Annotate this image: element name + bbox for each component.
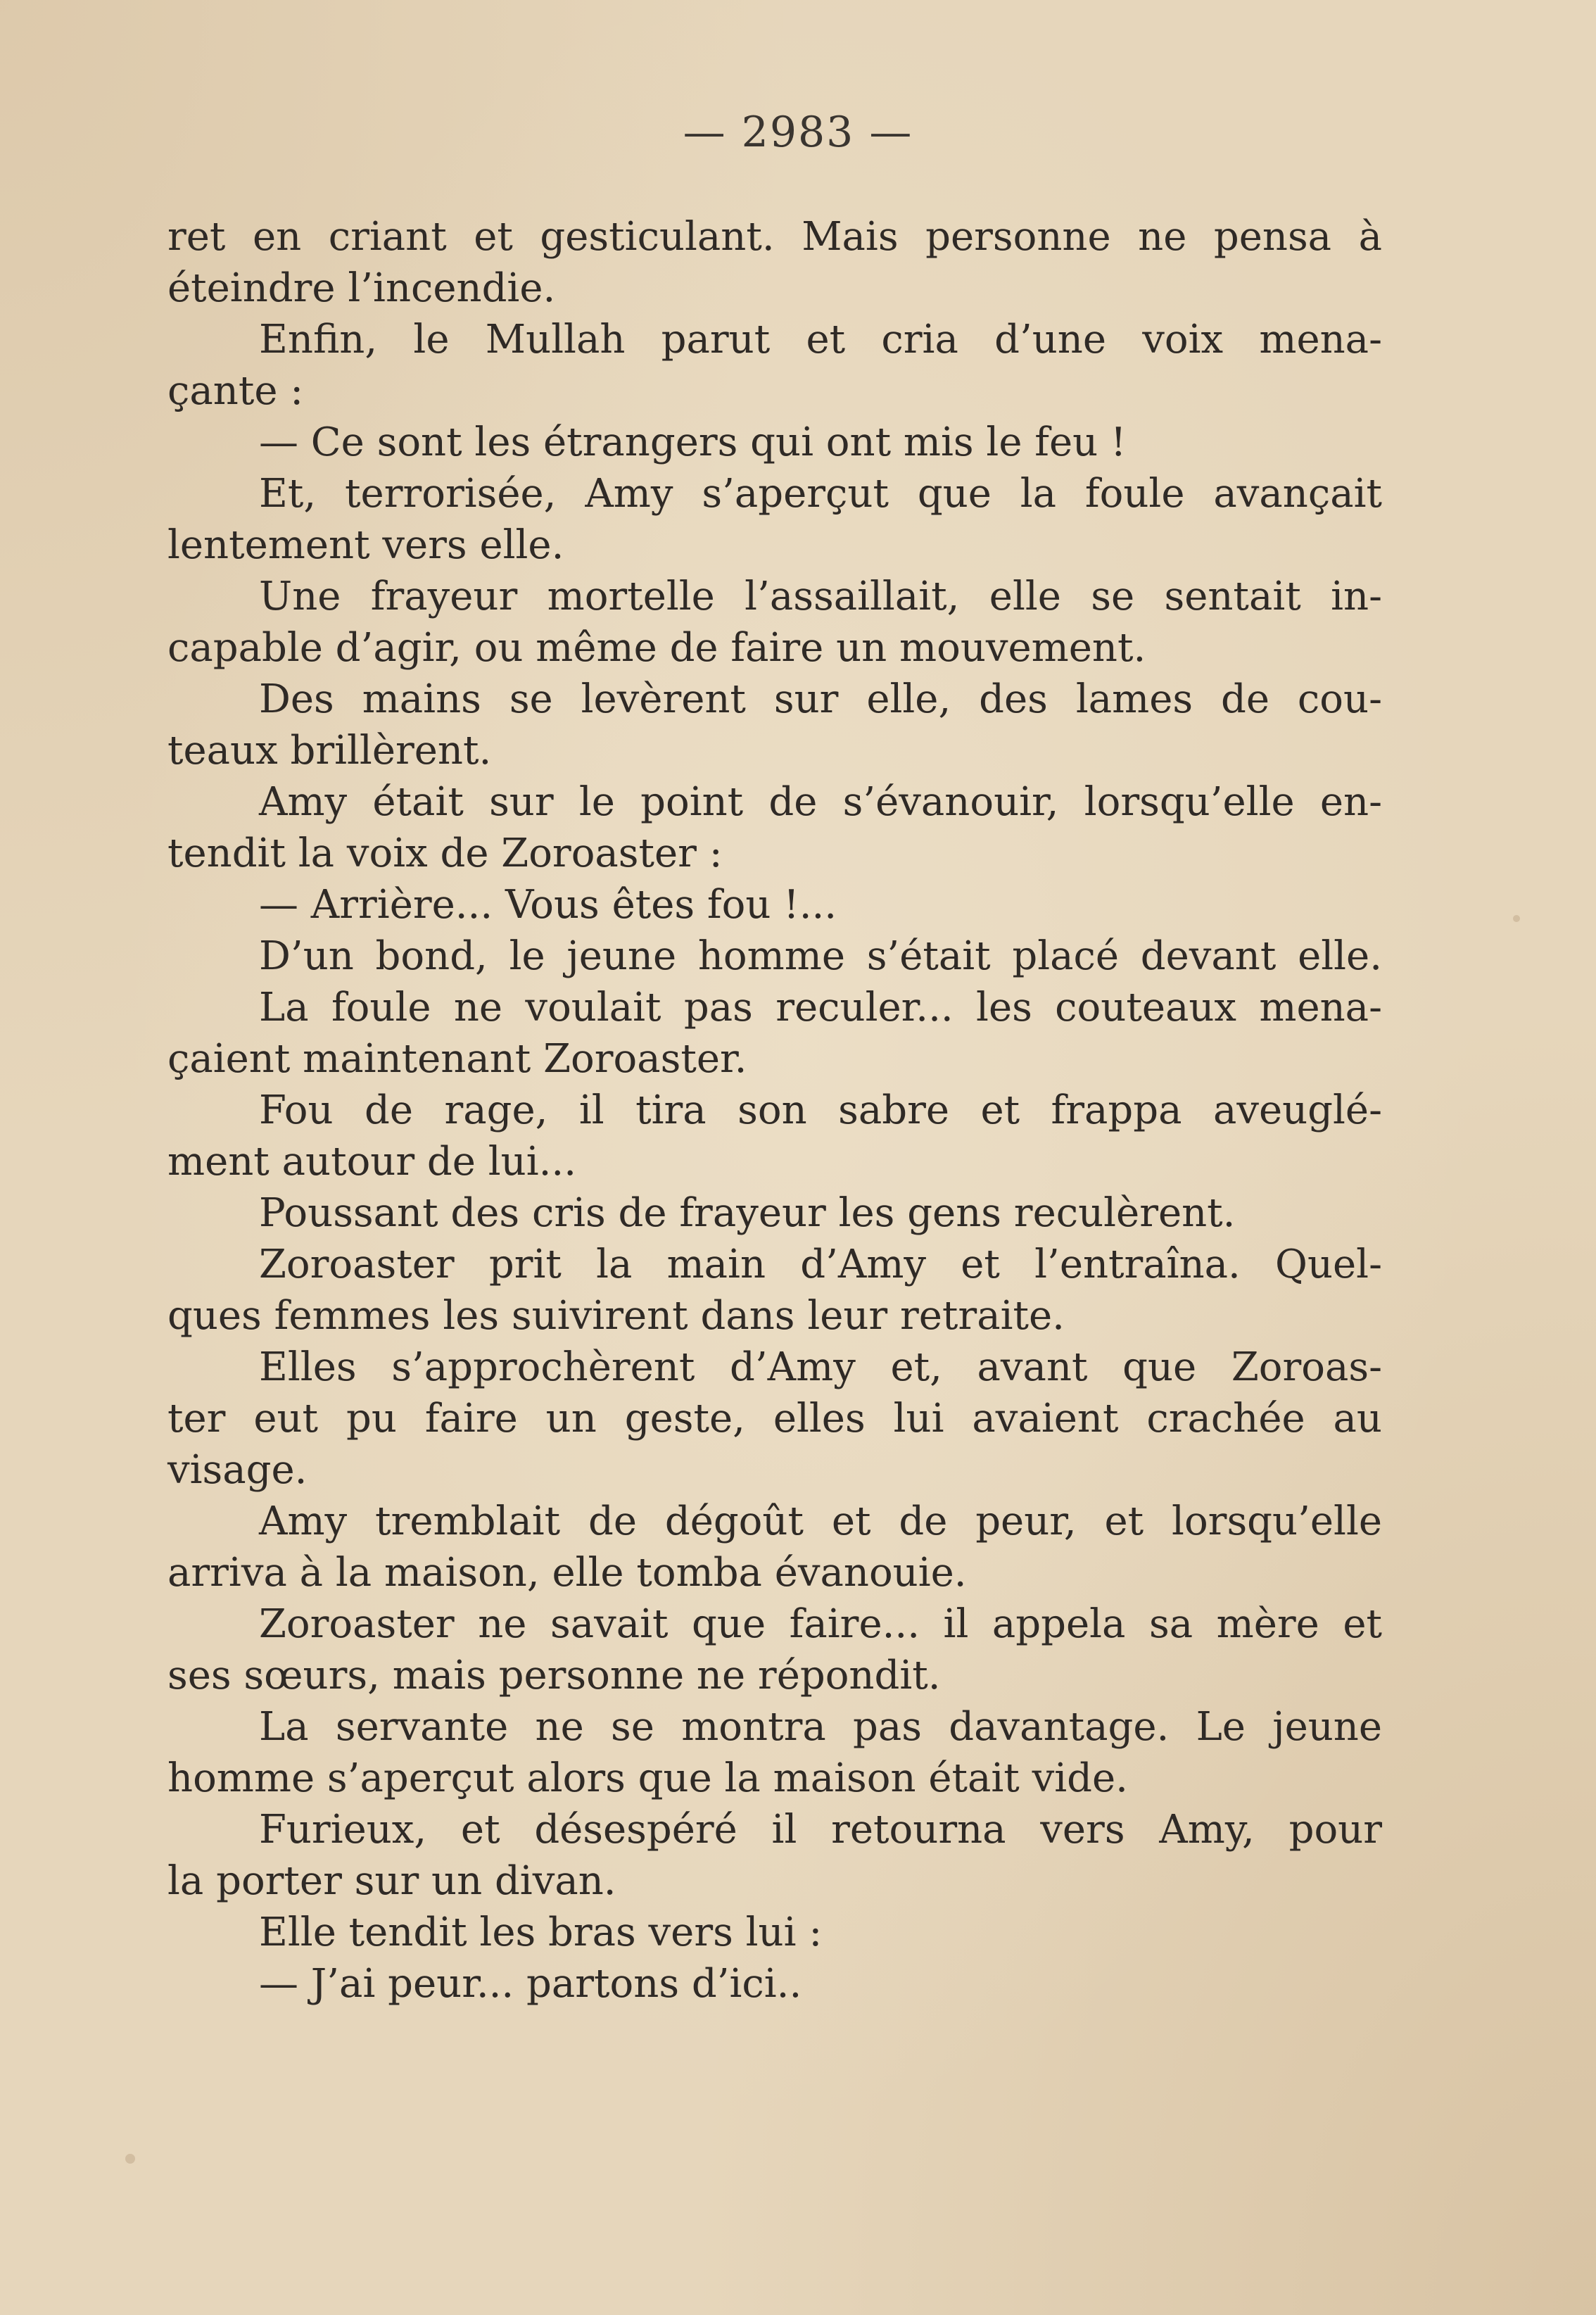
body-text xyxy=(167,211,1382,2010)
text-line: Amy tremblait de dégoût et de peur, et lorsqu’elle xyxy=(259,1499,1382,1544)
text-line: — J’ai peur... partons d’ici.. xyxy=(259,1961,802,2007)
paper-stain xyxy=(1513,915,1520,922)
text-line: Furieux, et désespéré il retourna vers Amy, pour xyxy=(259,1807,1382,1853)
text-line: La servante ne se montra pas davantage. Le jeune xyxy=(259,1704,1382,1750)
text-line: ses sœurs, mais personne ne répondit. xyxy=(167,1653,941,1698)
text-line: lentement vers elle. xyxy=(167,522,564,568)
text-line: Une frayeur mortelle l’assaillait, elle se sentait in- xyxy=(259,574,1382,619)
text-line: ret en criant et gesticulant. Mais personne ne pensa à xyxy=(167,214,1382,260)
text-line: visage. xyxy=(167,1447,308,1493)
text-line: ques femmes les suivirent dans leur retraite. xyxy=(167,1293,1065,1339)
text-line: Elle tendit les bras vers lui : xyxy=(259,1910,823,1955)
text-line: Des mains se levèrent sur elle, des lames de cou- xyxy=(259,676,1382,722)
text-line: homme s’aperçut alors que la maison était vide. xyxy=(167,1755,1128,1801)
text-line: Poussant des cris de frayeur les gens reculèrent. xyxy=(259,1190,1236,1236)
text-line: ment autour de lui... xyxy=(167,1139,576,1185)
text-line: Zoroaster ne savait que faire... il appela sa mère et xyxy=(259,1601,1382,1647)
text-line: Enfin, le Mullah parut et cria d’une voix mena- xyxy=(259,317,1382,362)
page-number: — 2983 — xyxy=(683,108,913,157)
text-line: D’un bond, le jeune homme s’était placé devant elle. xyxy=(259,933,1382,979)
text-line: Zoroaster prit la main d’Amy et l’entraîna. Quel- xyxy=(259,1242,1382,1287)
text-line: — Ce sont les étrangers qui ont mis le feu ! xyxy=(259,420,1127,465)
text-line: çante : xyxy=(167,368,304,414)
text-line: Et, terrorisée, Amy s’aperçut que la foule avançait xyxy=(259,471,1382,517)
text-line: Elles s’approchèrent d’Amy et, avant que Zoroas- xyxy=(259,1344,1382,1390)
text-line: — Arrière... Vous êtes fou !... xyxy=(259,882,837,928)
text-line: çaient maintenant Zoroaster. xyxy=(167,1036,747,1082)
text-line: la porter sur un divan. xyxy=(167,1858,616,1904)
text-line: capable d’agir, ou même de faire un mouvement. xyxy=(167,625,1146,671)
text-line: arriva à la maison, elle tomba évanouie. xyxy=(167,1550,967,1596)
text-line: Amy était sur le point de s’évanouir, lorsqu’elle en- xyxy=(259,779,1382,825)
text-line: ter eut pu faire un geste, elles lui avaient crachée au xyxy=(167,1396,1382,1442)
text-line: Fou de rage, il tira son sabre et frappa aveuglé- xyxy=(259,1087,1382,1133)
text-line: éteindre l’incendie. xyxy=(167,265,556,311)
text-line: teaux brillèrent. xyxy=(167,728,492,774)
paper-stain xyxy=(125,2154,135,2164)
text-line: tendit la voix de Zoroaster : xyxy=(167,831,723,876)
text-line: La foule ne voulait pas reculer... les couteaux mena- xyxy=(259,985,1382,1030)
